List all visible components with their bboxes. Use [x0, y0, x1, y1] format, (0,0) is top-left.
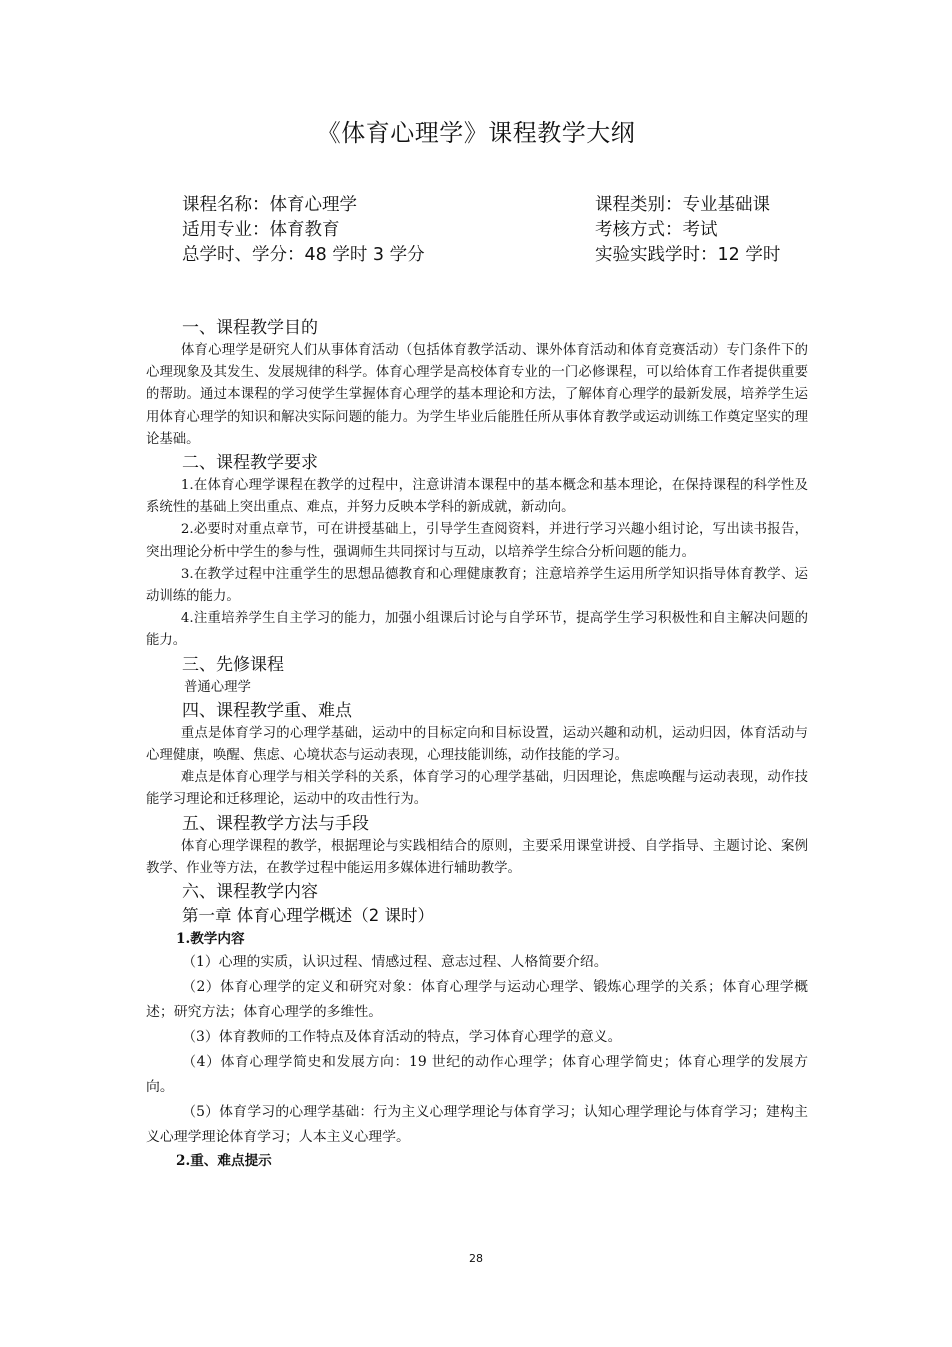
hours-credits: 总学时、学分：48 学时 3 学分 [182, 245, 425, 265]
section-heading-content: 六、课程教学内容 [182, 882, 318, 903]
prerequisite-text: 普通心理学 [184, 679, 251, 695]
course-name: 课程名称：体育心理学 [182, 195, 357, 215]
requirement-item: 3.在教学过程中注重学生的思想品德教育和心理健康教育；注意培养学生运用所学知识指导体育教学、运动训练的能力。 [146, 566, 808, 605]
section-heading-key-points: 四、课程教学重、难点 [182, 700, 352, 721]
subheading-teaching-content: 1.教学内容 [176, 931, 245, 948]
content-item: （3）体育教师的工作特点及体育活动的特点，学习体育心理学的意义。 [182, 1029, 622, 1046]
assessment-method: 考核方式：考试 [595, 220, 718, 240]
document-body [146, 316, 808, 1172]
info-row [182, 243, 822, 268]
practice-hours: 实验实践学时：12 学时 [595, 245, 781, 265]
requirement-item: 4.注重培养学生自主学习的能力，加强小组课后讨论与自学环节，提高学生学习积极性和自主解决问题的能力。 [146, 611, 808, 649]
section-heading-methods: 五、课程教学方法与手段 [182, 813, 369, 834]
methods-paragraph: 体育心理学课程的教学，根据理论与实践相结合的原则，主要采用课堂讲授、自学指导、主题讨论、案例教学、作业等方法，在教学过程中能运用多媒体进行辅助教学。 [146, 838, 808, 876]
requirement-item: 2.必要时对重点章节，可在讲授基础上，引导学生查阅资料，并进行学习兴趣小组讨论，写出读书报告，突出理论分析中学生的参与性，强调师生共同探讨与互动，以培养学生综合分析问题的能力。 [146, 522, 808, 560]
section-heading-purpose: 一、课程教学目的 [182, 318, 318, 338]
subheading-key-difficult: 2.重、难点提示 [176, 1153, 272, 1170]
content-item: （4）体育心理学简史和发展方向：19 世纪的动作心理学；体育心理学简史；体育心理学的发展方向。 [146, 1054, 808, 1096]
info-row [182, 193, 822, 218]
requirement-item: 1.在体育心理学课程在教学的过程中，注意讲清本课程中的基本概念和基本理论，在保持课程的科学性及系统性的基础上突出重点、难点，并努力反映本学科的新成就，新动向。 [146, 478, 808, 516]
difficult-points-paragraph: 难点是体育心理学与相关学科的关系，体育学习的心理学基础，归因理论，焦虑唤醒与运动表现，动作技能学习理论和迁移理论，运动中的攻击性行为。 [146, 770, 808, 808]
applicable-major: 适用专业：体育教育 [182, 220, 340, 240]
content-item: （5）体育学习的心理学基础：行为主义心理学理论与体育学习；认知心理学理论与体育学习；建构主义心理学理论体育学习；人本主义心理学。 [146, 1104, 808, 1146]
purpose-paragraph: 体育心理学是研究人们从事体育活动（包括体育教学活动、课外体育活动和体育竞赛活动）专门条件下的心理现象及其发生、发展规律的科学。体育心理学是高校体育专业的一门必修课程，可以给体育工作者提供重要的帮助。通过本课程的学习使学生掌握体育心理学的基本理论和方法，了解体育心理学的最新发展，培养学生运用体育心理学的知识和解决实际问题的能力。为学生毕业后能胜任所从事体育教学或运动训练工作奠定坚实的理论基础。 [146, 343, 808, 447]
document-title: 《体育心理学》课程教学大纲 [316, 119, 636, 147]
key-points-paragraph: 重点是体育学习的心理学基础，运动中的目标定向和目标设置，运动兴趣和动机，运动归因，体育活动与心理健康，唤醒、焦虑、心境状态与运动表现，心理技能训练，动作技能的学习。 [146, 725, 808, 764]
chapter-title: 第一章 体育心理学概述（2 课时） [182, 906, 434, 926]
section-heading-prerequisites: 三、先修课程 [182, 654, 284, 675]
course-info [182, 193, 822, 268]
course-type: 课程类别：专业基础课 [595, 195, 770, 215]
section-heading-requirements: 二、课程教学要求 [182, 453, 318, 474]
content-item: （2）体育心理学的定义和研究对象：体育心理学与运动心理学、锻炼心理学的关系；体育心理学概述；研究方法；体育心理学的多维性。 [146, 979, 808, 1021]
info-row [182, 218, 822, 243]
page-number: 28 [469, 1252, 483, 1265]
content-item: （1）心理的实质，认识过程、情感过程、意志过程、人格简要介绍。 [182, 954, 608, 971]
